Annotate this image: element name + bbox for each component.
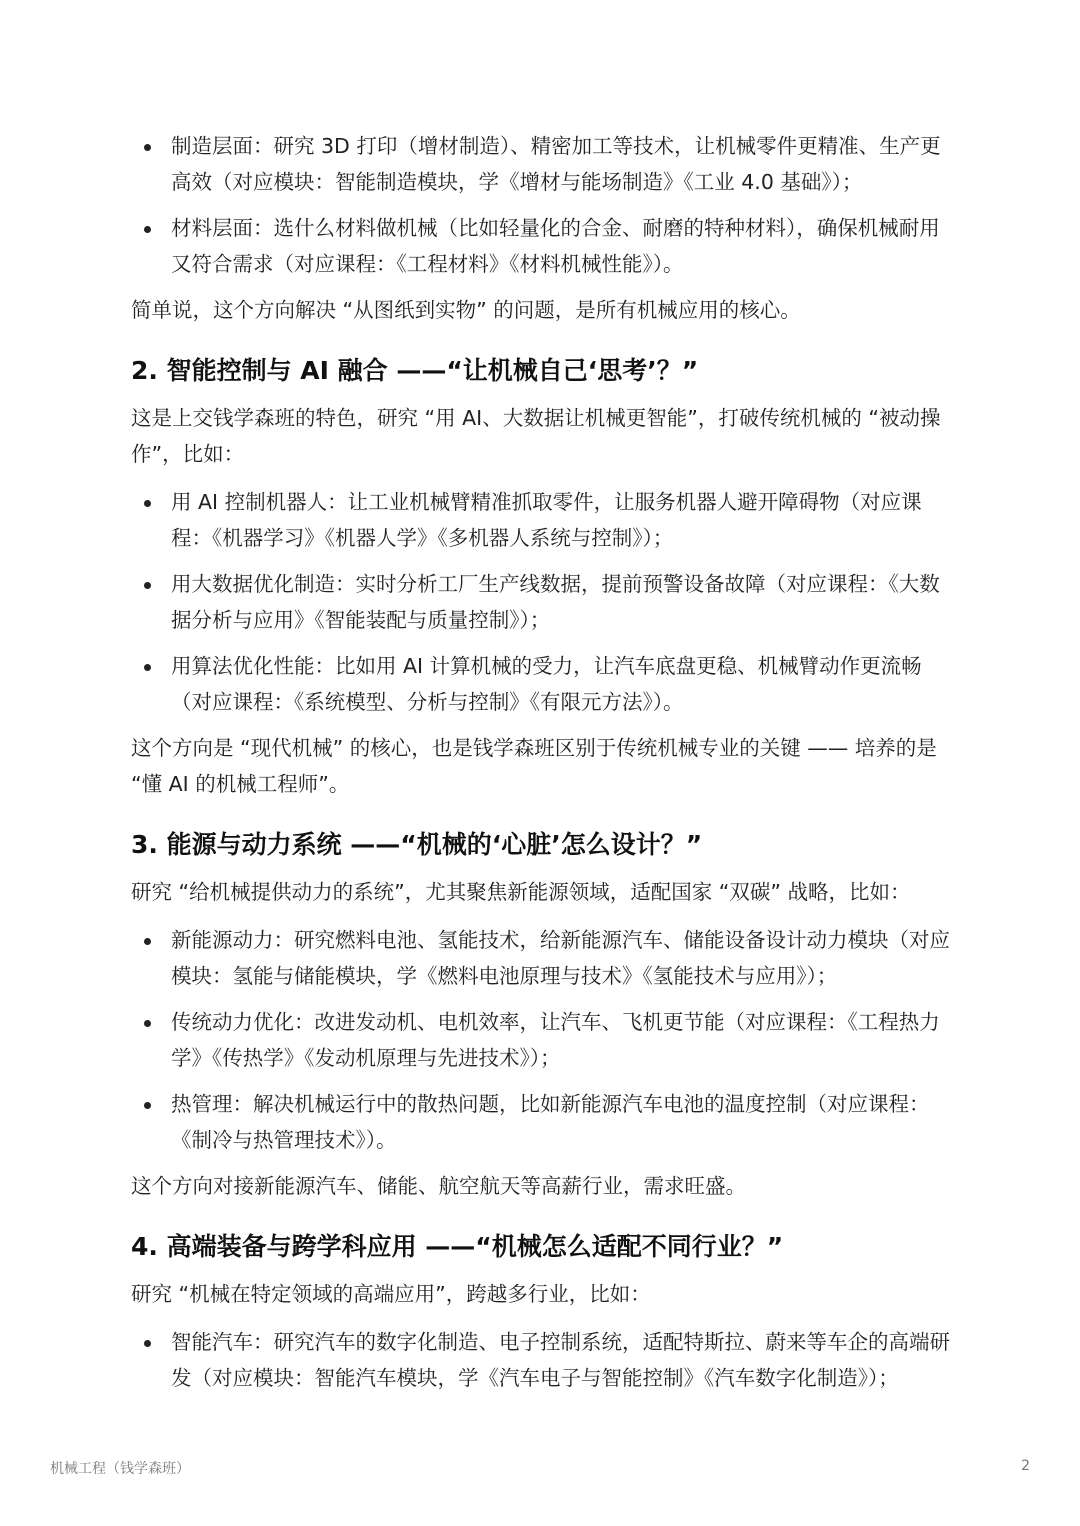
paragraph: 这个方向是 “现代机械” 的核心，也是钱学森班区别于传统机械专业的关键 —— 培养的是 “懂 AI 的机械工程师”。 [131, 736, 937, 796]
bullet-list [131, 484, 951, 720]
document-body [131, 128, 951, 1406]
bullet-list [131, 1324, 951, 1396]
paragraph: 这是上交钱学森班的特色，研究 “用 AI、大数据让机械更智能”，打破传统机械的 “被动操作”，比如： [131, 406, 941, 466]
list-item: 用大数据优化制造：实时分析工厂生产线数据，提前预警设备故障（对应课程：《大数据分析与应用》《智能装配与质量控制》）； [131, 566, 951, 638]
list-item: 用 AI 控制机器人：让工业机械臂精准抓取零件，让服务机器人避开障碍物（对应课程：《机器学习》《机器人学》《多机器人系统与控制》）； [131, 484, 951, 556]
list-item: 智能汽车：研究汽车的数字化制造、电子控制系统，适配特斯拉、蔚来等车企的高端研发（对应模块：智能汽车模块，学《汽车电子与智能控制》《汽车数字化制造》）； [131, 1324, 951, 1396]
section-heading: 2. 智能控制与 AI 融合 ——“让机械自己‘思考’？” [131, 356, 699, 385]
section-heading: 3. 能源与动力系统 ——“机械的‘心脏’怎么设计？” [131, 830, 703, 859]
list-item: 新能源动力：研究燃料电池、氢能技术，给新能源汽车、储能设备设计动力模块（对应模块：氢能与储能模块，学《燃料电池原理与技术》《氢能技术与应用》）； [131, 922, 951, 994]
list-item: 用算法优化性能：比如用 AI 计算机械的受力，让汽车底盘更稳、机械臂动作更流畅（对应课程：《系统模型、分析与控制》《有限元方法》）。 [131, 648, 951, 720]
bullet-list [131, 128, 951, 282]
section-heading: 4. 高端装备与跨学科应用 ——“机械怎么适配不同行业？” [131, 1232, 784, 1261]
bullet-list [131, 922, 951, 1158]
paragraph: 研究 “机械在特定领域的高端应用”，跨越多行业，比如： [131, 1282, 651, 1306]
page-number: 2 [1021, 1458, 1030, 1474]
list-item: 传统动力优化：改进发动机、电机效率，让汽车、飞机更节能（对应课程：《工程热力学》《传热学》《发动机原理与先进技术》）； [131, 1004, 951, 1076]
paragraph: 研究 “给机械提供动力的系统”，尤其聚焦新能源领域，适配国家 “双碳” 战略，比如： [131, 880, 911, 904]
paragraph: 简单说，这个方向解决 “从图纸到实物” 的问题，是所有机械应用的核心。 [131, 298, 801, 322]
footer-title: 机械工程（钱学森班） [50, 1461, 190, 1477]
list-item: 热管理：解决机械运行中的散热问题，比如新能源汽车电池的温度控制（对应课程：《制冷与热管理技术》）。 [131, 1086, 951, 1158]
paragraph: 这个方向对接新能源汽车、储能、航空航天等高薪行业，需求旺盛。 [131, 1174, 746, 1198]
list-item: 材料层面：选什么材料做机械（比如轻量化的合金、耐磨的特种材料），确保机械耐用又符合需求（对应课程：《工程材料》《材料机械性能》）。 [131, 210, 951, 282]
list-item: 制造层面：研究 3D 打印（增材制造）、精密加工等技术，让机械零件更精准、生产更高效（对应模块：智能制造模块，学《增材与能场制造》《工业 4.0 基础》）； [131, 128, 951, 200]
